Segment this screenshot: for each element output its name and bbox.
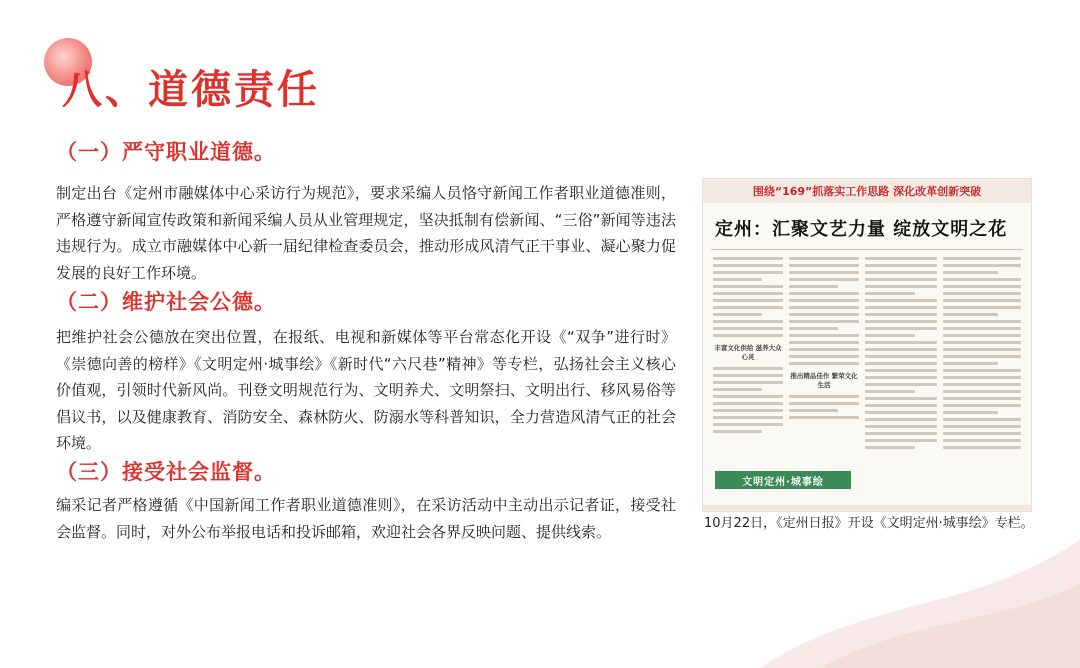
section-heading-professional-ethics: （一）严守职业道德。 (56, 140, 276, 164)
newspaper-column-2 (789, 257, 859, 495)
newspaper-column-badge: 文明定州·城事绘 (715, 471, 851, 489)
newspaper-image (702, 178, 1032, 512)
newspaper-subhead-1: 丰富文化供给 滋养大众心灵 (714, 344, 782, 361)
section-heading-social-morality: （二）维护社会公德。 (56, 290, 276, 314)
image-caption: 10月22日，《定州日报》开设《文明定州·城事绘》专栏。 (704, 516, 1034, 531)
section-body-professional-ethics: 制定出台《定州市融媒体中心采访行为规范》，要求采编人员恪守新闻工作者职业道德准则，严格遵守新闻宣传政策和新闻采编人员从业管理规定，坚决抵制有偿新闻、“三俗”新闻等违法违规行为。成立市融媒体中心新一届纪律检查委员会，推动形成风清气正干事业、凝心聚力促发展的良好工作环境。 (56, 184, 676, 282)
newspaper-headline: 定州：汇聚文艺力量 绽放文明之花 (715, 219, 1008, 240)
newspaper-subhead-2: 推出精品佳作 繁荣文化生活 (790, 372, 858, 389)
section-body-social-supervision: 编采记者严格遵循《中国新闻工作者职业道德准则》，在采访活动中主动出示记者证，接受社会监督。同时，对外公布举报电话和投诉邮箱，欢迎社会各界反映问题、提供线索。 (56, 496, 676, 541)
newspaper-column-4 (943, 257, 1021, 495)
newspaper-column-3 (865, 257, 937, 495)
section-body-social-morality: 把维护社会公德放在突出位置，在报纸、电视和新媒体等平台常态化开设《“双争”进行时》《崇德向善的榜样》《文明定州·城事绘》《新时代“六尺巷”精神》等专栏，弘扬社会主义核心价值观，引领时代新风尚。刊登文明规范行为、文明养犬、文明祭扫、文明出行、移风易俗等倡议书，以及健康教育、消防安全、森林防火、防溺水等科普知识，全力营造风清气正的社会环境。 (56, 328, 676, 452)
newspaper-banner: 围绕“169”抓落实工作思路 深化改革创新突破 (703, 179, 1031, 203)
section-heading-social-supervision: （三）接受社会监督。 (56, 460, 276, 484)
slide-title: 八、道德责任 (62, 67, 320, 113)
headline-rule (711, 249, 1023, 250)
newspaper-footer (703, 505, 1031, 511)
newspaper-column-1 (713, 257, 783, 495)
